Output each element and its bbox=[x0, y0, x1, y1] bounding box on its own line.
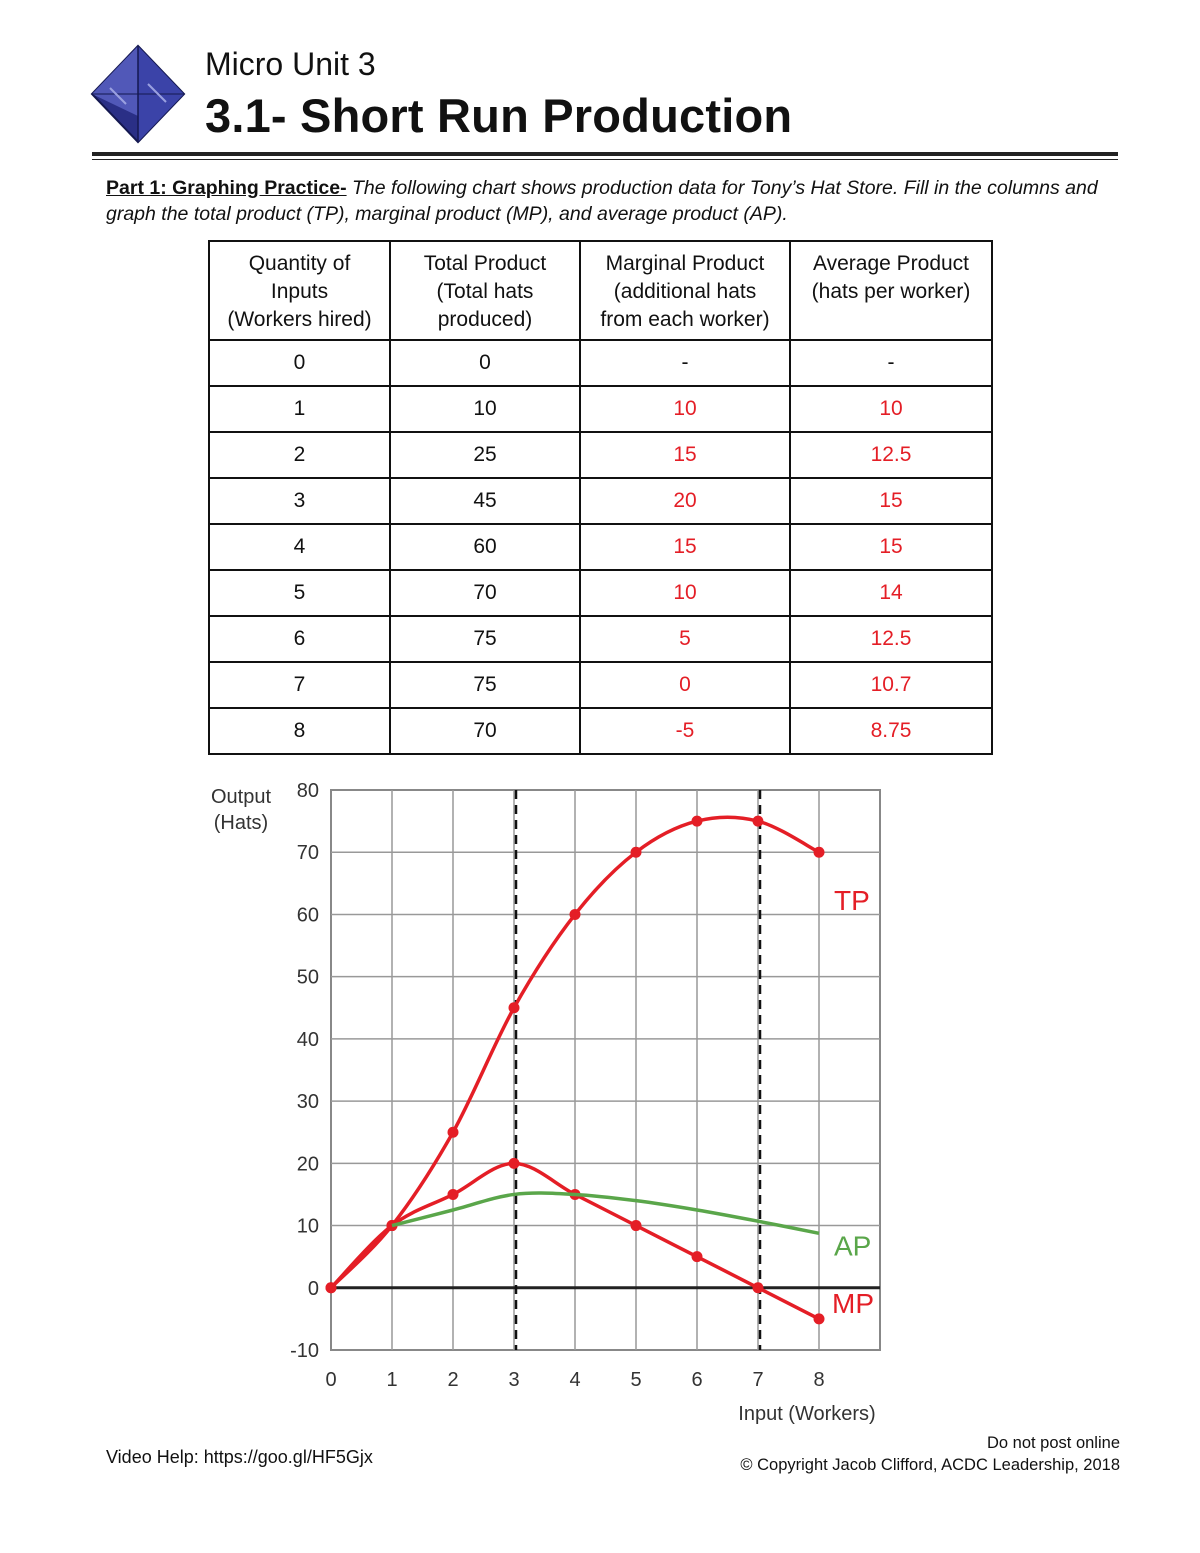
footer-note bbox=[740, 1432, 1120, 1476]
column-header bbox=[790, 241, 992, 340]
column-header bbox=[390, 241, 580, 340]
column-header-line: Average Product bbox=[812, 252, 970, 275]
table-cell: 20 bbox=[580, 478, 790, 524]
tp-point bbox=[631, 847, 642, 858]
table-cell: 10.7 bbox=[790, 662, 992, 708]
unit-label: Micro Unit 3 bbox=[205, 46, 376, 82]
table-body bbox=[209, 340, 992, 754]
table-cell: 10 bbox=[790, 386, 992, 432]
table-cell: 10 bbox=[390, 386, 580, 432]
video-help bbox=[106, 1447, 373, 1468]
mp-point bbox=[814, 1313, 825, 1324]
copyright: © Copyright Jacob Clifford, ACDC Leadership, 2018 bbox=[740, 1456, 1120, 1474]
table-header-row bbox=[209, 241, 992, 340]
table-cell: 60 bbox=[390, 524, 580, 570]
table-row bbox=[209, 570, 992, 616]
no-post-note: Do not post online bbox=[986, 1434, 1120, 1452]
y-tick-label: -10 bbox=[290, 1340, 319, 1362]
mp-point bbox=[448, 1189, 459, 1200]
mp-point bbox=[326, 1282, 337, 1293]
mp-point bbox=[753, 1282, 764, 1293]
x-tick-label: 1 bbox=[386, 1369, 398, 1391]
header-rule-thin bbox=[92, 159, 1118, 160]
x-axis-label: Input (Workers) bbox=[738, 1403, 876, 1425]
column-header bbox=[580, 241, 790, 340]
column-header-line: (hats per worker) bbox=[811, 280, 971, 303]
column-header bbox=[209, 241, 390, 340]
table-cell: 2 bbox=[209, 432, 390, 478]
x-tick-label: 7 bbox=[752, 1369, 764, 1391]
table-cell: 10 bbox=[580, 570, 790, 616]
y-tick-label: 70 bbox=[296, 842, 319, 865]
table-cell: 8.75 bbox=[790, 708, 992, 754]
tp-point bbox=[509, 1002, 520, 1013]
column-header-line: (Workers hired) bbox=[227, 308, 372, 331]
y-tick-label: 60 bbox=[296, 904, 319, 927]
table-cell: 1 bbox=[209, 386, 390, 432]
table-cell: 12.5 bbox=[790, 432, 992, 478]
table-cell: 15 bbox=[580, 432, 790, 478]
tp-point bbox=[570, 909, 581, 920]
tp-point bbox=[448, 1127, 459, 1138]
y-tick-label: 10 bbox=[296, 1215, 319, 1238]
table-row bbox=[209, 340, 992, 386]
tp-point bbox=[692, 816, 703, 827]
table-cell: 15 bbox=[790, 524, 992, 570]
column-header-line: Inputs bbox=[270, 280, 329, 303]
tp-point bbox=[814, 847, 825, 858]
video-help-label: Video Help: bbox=[106, 1447, 199, 1467]
instructions-text: The following chart shows production data for Tony’s Hat Store. Fill in the columns and graph the total product (TP), marginal product (MP), and average product (AP). bbox=[106, 177, 1098, 225]
table-row bbox=[209, 386, 992, 432]
column-header-line: produced) bbox=[437, 308, 533, 331]
table-cell: 6 bbox=[209, 616, 390, 662]
table-cell: 3 bbox=[209, 478, 390, 524]
x-tick-label: 3 bbox=[508, 1369, 520, 1391]
table-cell: 14 bbox=[790, 570, 992, 616]
table-cell: 0 bbox=[580, 662, 790, 708]
instructions bbox=[106, 175, 1106, 227]
tp-point bbox=[753, 816, 764, 827]
ap-series-label: AP bbox=[834, 1230, 872, 1262]
mp-series-label: MP bbox=[832, 1287, 874, 1319]
table-cell: 75 bbox=[390, 616, 580, 662]
table-row bbox=[209, 662, 992, 708]
table-cell: 8 bbox=[209, 708, 390, 754]
table-cell: 15 bbox=[580, 524, 790, 570]
table-row bbox=[209, 616, 992, 662]
column-header-line: Marginal Product bbox=[605, 252, 765, 275]
y-tick-label: 20 bbox=[296, 1153, 319, 1176]
column-header-line: (additional hats bbox=[613, 280, 757, 303]
table-cell: 75 bbox=[390, 662, 580, 708]
table-row bbox=[209, 708, 992, 754]
table-cell: 5 bbox=[580, 616, 790, 662]
table-cell: 0 bbox=[209, 340, 390, 386]
pyramid-logo-icon bbox=[88, 44, 188, 144]
table-cell: 25 bbox=[390, 432, 580, 478]
table-cell: -5 bbox=[580, 708, 790, 754]
instructions-lead: Part 1: Graphing Practice- bbox=[106, 177, 347, 199]
table-cell: 12.5 bbox=[790, 616, 992, 662]
y-axis-label: Output bbox=[210, 786, 272, 808]
table-cell: - bbox=[790, 340, 992, 386]
column-header-line: (Total hats bbox=[436, 280, 534, 303]
x-tick-label: 5 bbox=[630, 1369, 642, 1391]
table-cell: 7 bbox=[209, 662, 390, 708]
x-tick-label: 6 bbox=[691, 1369, 703, 1391]
y-tick-label: 30 bbox=[296, 1091, 319, 1114]
video-help-link[interactable]: https://goo.gl/HF5Gjx bbox=[203, 1447, 373, 1467]
y-tick-label: 80 bbox=[296, 780, 319, 802]
y-tick-label: 50 bbox=[296, 966, 319, 989]
table-cell: 10 bbox=[580, 386, 790, 432]
tp-series-label: TP bbox=[834, 885, 870, 917]
table-cell: 5 bbox=[209, 570, 390, 616]
page-title: 3.1- Short Run Production bbox=[205, 89, 793, 142]
mp-point bbox=[509, 1158, 520, 1169]
y-axis-label: (Hats) bbox=[213, 812, 269, 834]
table-row bbox=[209, 524, 992, 570]
table-cell: 0 bbox=[390, 340, 580, 386]
table-row bbox=[209, 478, 992, 524]
x-tick-label: 0 bbox=[325, 1369, 337, 1391]
table-cell: - bbox=[580, 340, 790, 386]
plot-frame bbox=[331, 790, 880, 1350]
header-rule bbox=[92, 152, 1118, 156]
mp-point bbox=[692, 1251, 703, 1262]
table-cell: 45 bbox=[390, 478, 580, 524]
x-tick-label: 8 bbox=[813, 1369, 825, 1391]
table-cell: 70 bbox=[390, 708, 580, 754]
mp-point bbox=[631, 1220, 642, 1231]
table-cell: 15 bbox=[790, 478, 992, 524]
x-tick-label: 2 bbox=[447, 1369, 459, 1391]
column-header-line: Quantity of bbox=[248, 252, 351, 275]
x-tick-label: 4 bbox=[569, 1369, 581, 1391]
production-table bbox=[208, 240, 993, 755]
column-header-line: from each worker) bbox=[600, 308, 770, 331]
table-cell: 70 bbox=[390, 570, 580, 616]
y-tick-label: 40 bbox=[296, 1028, 319, 1051]
column-header-line: Total Product bbox=[423, 252, 547, 275]
y-tick-label: 0 bbox=[307, 1277, 319, 1300]
table-cell: 4 bbox=[209, 524, 390, 570]
table-row bbox=[209, 432, 992, 478]
production-chart bbox=[195, 770, 895, 1430]
